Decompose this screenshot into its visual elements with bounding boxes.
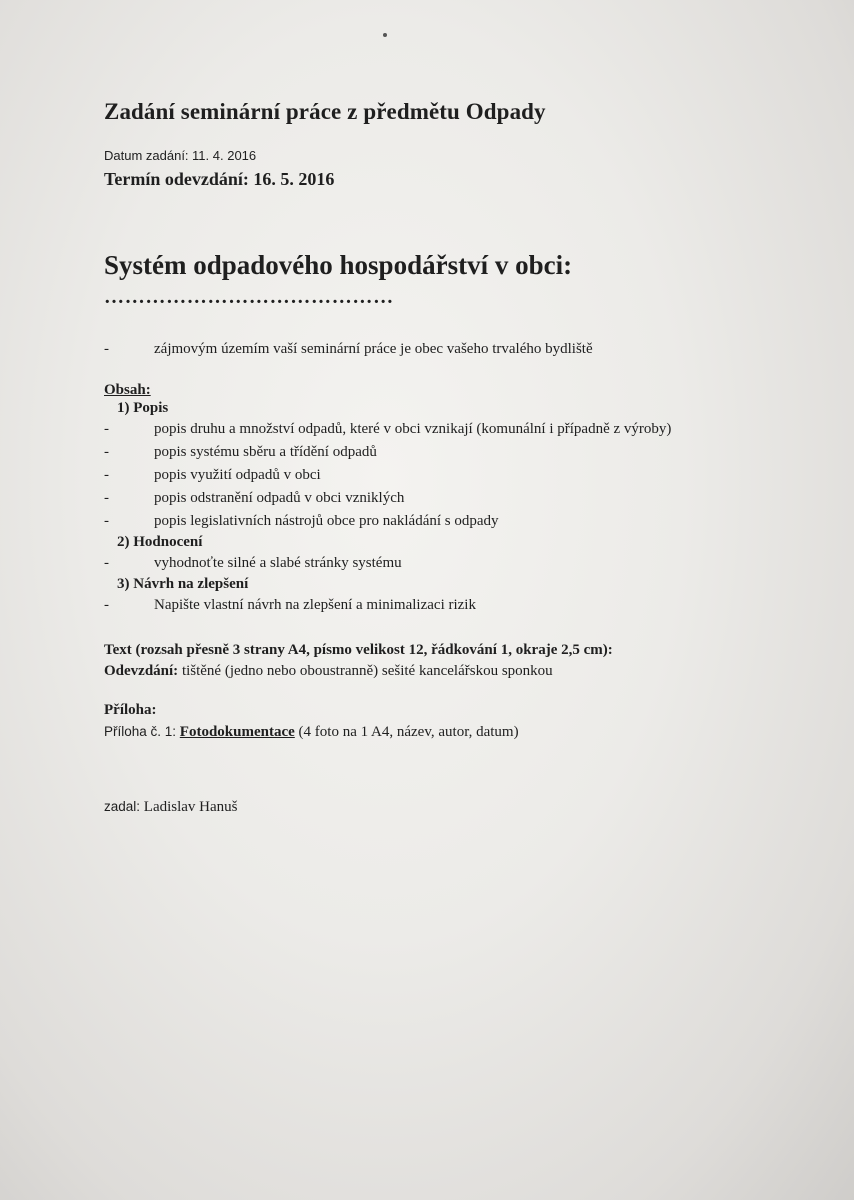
scope-note — [104, 341, 593, 358]
assigned-by-name: Ladislav Hanuš — [143, 799, 238, 815]
bullet-dash: - — [104, 513, 109, 529]
submission-text: tištěné (jedno nebo oboustranně) sešité kancelářskou sponkou — [178, 663, 553, 679]
bullet-dash: - — [104, 490, 109, 506]
bullet-dash: - — [104, 467, 109, 483]
submission-label: Odevzdání: — [104, 663, 179, 679]
attachment-item — [104, 721, 519, 743]
contents-title: Obsah: — [104, 382, 151, 398]
bullet-dash: - — [104, 421, 109, 437]
assignment-date-label: Datum zadání: — [104, 148, 189, 163]
list-item-text: popis odstranění odpadů v obci vzniklých — [154, 490, 405, 506]
assignment-date — [104, 148, 256, 165]
section-title: 3) Návrh na zlepšení — [117, 576, 249, 592]
list-item-text: popis legislativních nástrojů obce pro nakládání s odpady — [154, 513, 499, 529]
list-item — [104, 418, 671, 441]
list-item-text: popis využití odpadů v obci — [154, 467, 321, 483]
assignment-date-value: 11. 4. 2016 — [192, 148, 257, 163]
format-requirements — [104, 640, 613, 682]
list-item — [104, 552, 671, 575]
bullet-dash: - — [104, 597, 109, 613]
list-item-text: vyhodnoťte silné a slabé stránky systému — [154, 555, 402, 571]
document-title: Zadání seminární práce z předmětu Odpady — [104, 99, 546, 124]
list-item-text: Napište vlastní návrh na zlepšení a minimalizaci rizik — [154, 597, 476, 613]
section-title: 1) Popis — [117, 400, 169, 416]
list-item — [104, 510, 671, 533]
submission-info — [104, 661, 613, 682]
list-item-text: popis systému sběru a třídění odpadů — [154, 444, 377, 460]
bullet-dash: - — [104, 341, 109, 357]
topic-heading: Systém odpadového hospodářství v obci: — [104, 250, 573, 280]
text-requirements: Text (rozsah přesně 3 strany A4, písmo velikost 12, řádkování 1, okraje 2,5 cm): — [104, 642, 613, 658]
assigned-by — [104, 799, 238, 816]
scope-text: zájmovým územím vaší seminární práce je obec vašeho trvalého bydliště — [154, 341, 593, 357]
attachment-name: Fotodokumentace — [179, 724, 295, 740]
list-item — [104, 464, 671, 487]
paper-speck — [383, 33, 387, 37]
blank-fill-line: …………………………………… — [104, 286, 394, 308]
attachment-section — [104, 699, 519, 743]
bullet-dash: - — [104, 444, 109, 460]
list-item-text: popis druhu a množství odpadů, které v obci vznikají (komunální i případně z výroby) — [154, 421, 672, 437]
list-item — [104, 594, 671, 617]
attachment-title: Příloha: — [104, 702, 157, 718]
assigned-by-label: zadal: — [104, 799, 141, 814]
list-item — [104, 487, 671, 510]
contents-section — [104, 381, 671, 617]
bullet-dash: - — [104, 555, 109, 571]
list-item — [104, 441, 671, 464]
attachment-details: (4 foto na 1 A4, název, autor, datum) — [294, 724, 519, 740]
attachment-label: Příloha č. 1: — [104, 724, 177, 739]
submission-deadline: Termín odevzdání: 16. 5. 2016 — [104, 169, 335, 189]
section-title: 2) Hodnocení — [117, 534, 203, 550]
